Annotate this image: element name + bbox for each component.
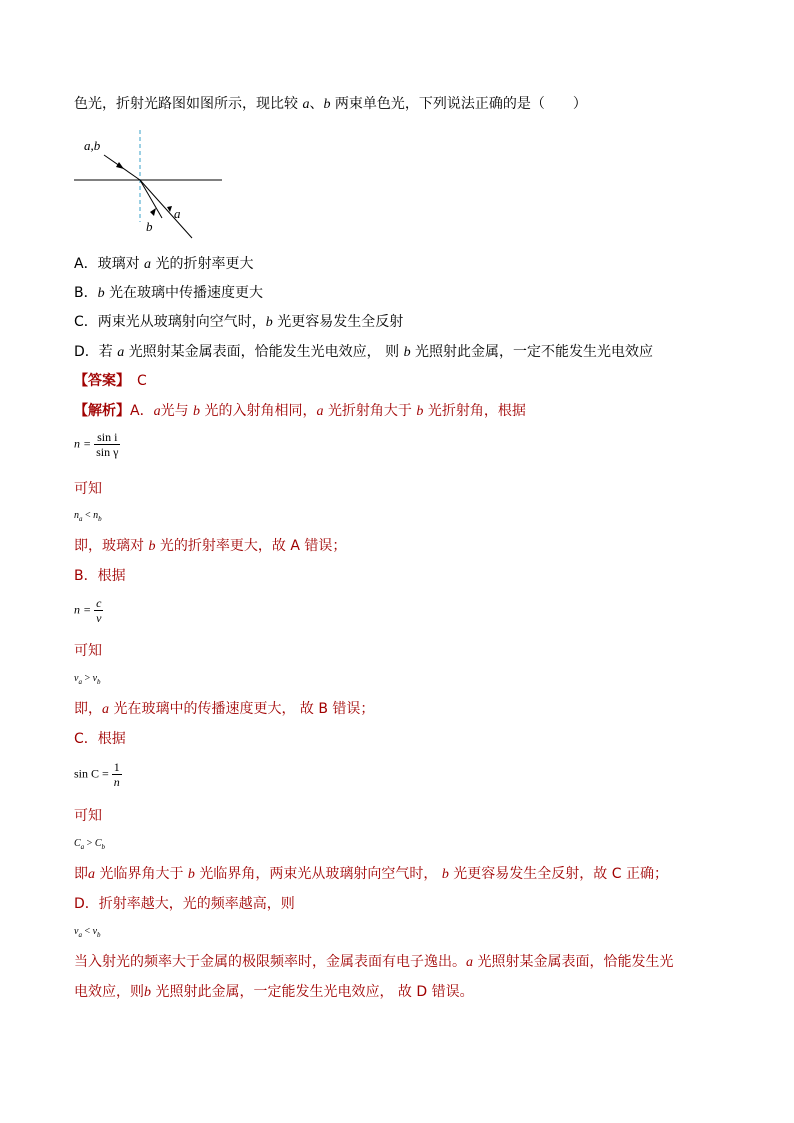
analysis-b: B．根据 <box>74 568 126 584</box>
answer-line <box>74 371 147 391</box>
incident-arrow <box>116 162 124 169</box>
refraction-diagram <box>74 130 234 245</box>
ray-b-label: b <box>146 219 153 234</box>
answer-label: 【答案】 <box>74 373 123 389</box>
formula-snell: n = $\frac{\text{sin i}}{\text{sin γ}}$ <box>74 430 119 459</box>
question-stem: 色光，折射光路图如图所示，现比较 a、b 两束单色光，下列说法正确的是（ ） <box>74 96 587 112</box>
know-1: 可知 <box>74 481 102 497</box>
formula-na-lt-nb: $n_a < n_b$ <box>74 510 102 523</box>
option-d: D．若 a 光照射某金属表面，恰能发生光电效应， 则 b 光照射此金属，一定不能发生光电效应 <box>74 344 654 360</box>
formula-sinc: sin C = $\frac{1}{n}$ <box>74 760 120 789</box>
analysis-c: C．根据 <box>74 731 126 747</box>
option-b: B．b 光在玻璃中传播速度更大 <box>74 285 264 301</box>
answer-value: C <box>137 373 147 389</box>
formula-ca-gt-cb: $C_a > C_b$ <box>74 838 105 851</box>
know-2: 可知 <box>74 643 102 659</box>
conclusion-4b: 电效应，则b 光照射此金属，一定能发生光电效应， 故 D 错误。 <box>74 984 474 1000</box>
option-a: A．玻璃对 a 光的折射率更大 <box>74 256 254 272</box>
option-c: C．两束光从玻璃射向空气时，b 光更容易发生全反射 <box>74 314 404 330</box>
formula-nua-lt-nub: $\nu_a < \nu_b$ <box>74 926 101 939</box>
know-3: 可知 <box>74 808 102 824</box>
conclusion-2: 即，a 光在玻璃中的传播速度更大， 故 B 错误； <box>74 701 375 717</box>
analysis-a: 【解析】A．a光与 b 光的入射角相同，a 光折射角大于 b 光折射角，根据 <box>74 403 526 419</box>
formula-va-gt-vb: $v_a > v_b$ <box>74 673 101 686</box>
conclusion-1: 即，玻璃对 b 光的折射率更大，故 A 错误； <box>74 538 347 554</box>
ray-b-arrow <box>150 208 156 216</box>
formula-n-c-v: n = $\frac{c}{v}$ <box>74 596 102 625</box>
conclusion-3: 即a 光临界角大于 b 光临界角，两束光从玻璃射向空气时， b 光更容易发生全反射，故 C 正确； <box>74 866 668 882</box>
ray-a-label: a <box>174 206 181 221</box>
analysis-d: D．折射率越大，光的频率越高，则 <box>74 896 295 912</box>
incident-label: a,b <box>84 138 101 153</box>
conclusion-4a: 当入射光的频率大于金属的极限频率时，金属表面有电子逸出。a 光照射某金属表面，恰能发生光 <box>74 954 674 970</box>
